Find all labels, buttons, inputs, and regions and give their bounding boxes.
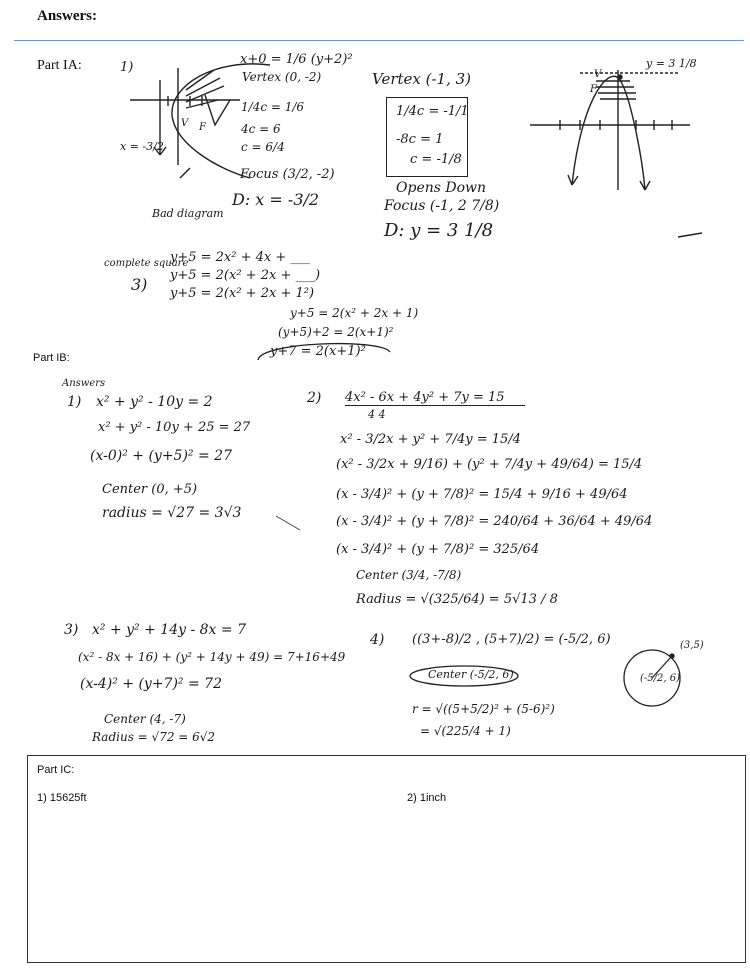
ib-q4-number: 4) xyxy=(370,632,385,648)
part-ic-answer-1: 1) 15625ft xyxy=(37,792,87,804)
ia-q1-point-v: V xyxy=(181,118,189,129)
ia-q3-line-3: y+5 = 2(x² + 2x + 1²) xyxy=(170,286,315,301)
ib-q1-number: 1) xyxy=(67,394,82,410)
ia-q2-directrix: D: y = 3 1/8 xyxy=(384,220,494,241)
ia-q2-vertex: Vertex (-1, 3) xyxy=(372,70,472,88)
ia-q2-point-v: V xyxy=(594,69,602,80)
ib-q1-radius: radius = √27 = 3√3 xyxy=(102,505,242,521)
part-ic-box xyxy=(27,755,746,963)
ia-q1-number: 1) xyxy=(120,60,134,75)
ib-q2-line-1-denominators: 4 4 xyxy=(368,408,386,421)
ib-q4-center: Center (-5/2, 6) xyxy=(428,668,514,681)
ia-q3-number: 3) xyxy=(131,275,148,294)
ib-q3-number: 3) xyxy=(64,622,79,638)
ib-q1-line-1: x² + y² - 10y = 2 xyxy=(96,394,213,410)
ib-q3-radius: Radius = √72 = 6√2 xyxy=(92,730,216,744)
ia-q2-step-1: 1/4c = -1/1 xyxy=(396,104,469,119)
ia-q2-focus: Focus (-1, 2 7/8) xyxy=(384,198,500,214)
ia-q3-line-6: y+7 = 2(x+1)² xyxy=(270,344,366,359)
ib-q2-line-1: 4x² - 6x + 4y² + 7y = 15 xyxy=(345,390,505,405)
ia-q1-bad-diagram-note: Bad diagram xyxy=(152,207,224,220)
part-ic-answer-2: 2) 1inch xyxy=(407,792,447,804)
ia-q2-point-f: F xyxy=(590,84,597,95)
ib-q1-line-2: x² + y² - 10y + 25 = 27 xyxy=(98,420,251,435)
ia-q2-opens: Opens Down xyxy=(396,180,487,196)
ib-q1-line-3: (x-0)² + (y+5)² = 27 xyxy=(90,448,232,464)
ib-stray-mark xyxy=(274,514,304,534)
ib-q2-number: 2) xyxy=(307,390,322,406)
ia-q3-note: complete square xyxy=(104,258,189,269)
ib-q4-line-1: ((3+-8)/2 , (5+7)/2) = (-5/2, 6) xyxy=(412,632,611,647)
ib-q4-radius-1: r = √((5+5/2)² + (5-6)²) xyxy=(412,702,555,716)
ib-q2-line-5: (x - 3/4)² + (y + 7/8)² = 240/64 + 36/64 + 49/64 xyxy=(336,514,653,529)
ia-q3-answer-circle xyxy=(250,338,400,362)
ib-q2-line-6: (x - 3/4)² + (y + 7/8)² = 325/64 xyxy=(336,542,540,557)
ia-stray-mark xyxy=(676,228,706,240)
ia-q1-directrix: D: x = -3/2 xyxy=(232,190,320,209)
part-ia-label: Part IA: xyxy=(37,58,82,73)
ib-q2-radius: Radius = √(325/64) = 5√13 / 8 xyxy=(356,592,558,607)
ia-q3-line-4: y+5 = 2(x² + 2x + 1) xyxy=(290,306,419,320)
ib-q2-center: Center (3/4, -7/8) xyxy=(356,568,462,582)
ib-q4-point-outer: (3,5) xyxy=(680,640,704,651)
ib-q1-center: Center (0, +5) xyxy=(102,482,198,497)
ib-q2-fraction-bar xyxy=(345,405,525,406)
ia-q2-step-3: c = -1/8 xyxy=(410,152,462,167)
ib-q3-line-2: (x² - 8x + 16) + (y² + 14y + 49) = 7+16+49 xyxy=(78,650,346,664)
ia-q2-step-2: -8c = 1 xyxy=(396,132,444,147)
header-rule xyxy=(14,40,744,41)
part-ic-label: Part IC: xyxy=(37,764,75,776)
ib-q2-line-3: (x² - 3/2x + 9/16) + (y² + 7/4y + 49/64) = 15/4 xyxy=(336,457,643,472)
ib-q3-line-1: x² + y² + 14y - 8x = 7 xyxy=(92,622,246,638)
ia-q1-equation: x+0 = 1/6 (y+2)² xyxy=(240,52,353,67)
ia-q3-line-5: (y+5)+2 = 2(x+1)² xyxy=(278,325,394,339)
ia-q1-step-1: 1/4c = 1/6 xyxy=(241,100,305,114)
ia-q1-step-2: 4c = 6 xyxy=(241,122,281,136)
ia-q1-step-3: c = 6/4 xyxy=(241,140,285,154)
ib-q2-line-2: x² - 3/2x + y² + 7/4y = 15/4 xyxy=(340,432,521,447)
ia-q3-line-1: y+5 = 2x² + 4x + ___ xyxy=(170,250,310,265)
ib-q4-point-center: (-5/2, 6) xyxy=(640,673,680,684)
ia-q1-directrix-label: x = -3/2 xyxy=(120,140,164,153)
ib-answers-note: Answers xyxy=(62,378,106,389)
ib-q3-center: Center (4, -7) xyxy=(104,712,186,726)
part-ib-label: Part IB: xyxy=(33,352,70,364)
answers-heading: Answers: xyxy=(37,8,97,24)
ia-q3-line-2: y+5 = 2(x² + 2x + ___) xyxy=(170,268,321,283)
ib-q3-line-3: (x-4)² + (y+7)² = 72 xyxy=(80,676,222,692)
ia-q1-focus: Focus (3/2, -2) xyxy=(240,167,335,182)
ia-q1-point-f: F xyxy=(199,122,206,133)
ib-q4-radius-2: = √(225/4 + 1) xyxy=(420,724,511,738)
ia-q1-vertex: Vertex (0, -2) xyxy=(242,70,322,84)
ib-q2-line-4: (x - 3/4)² + (y + 7/8)² = 15/4 + 9/16 + 49/64 xyxy=(336,487,628,502)
ia-q2-graph xyxy=(520,55,700,195)
ia-q2-graph-directrix: y = 3 1/8 xyxy=(646,57,697,70)
